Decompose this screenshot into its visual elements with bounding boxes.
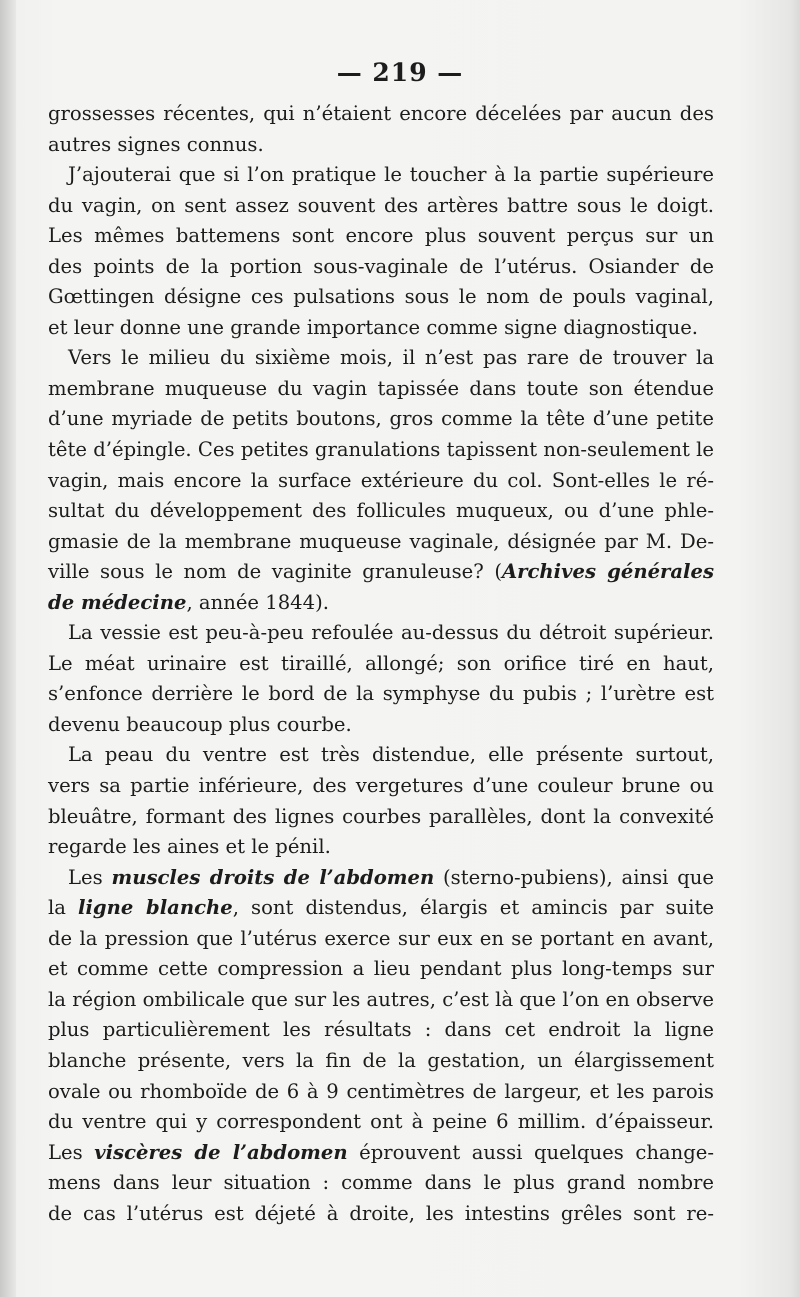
text-run: mens dans leur situation : comme dans le plus grand nombre (48, 1171, 714, 1195)
text-line (48, 252, 714, 283)
text-line (48, 374, 714, 405)
text-run: autres signes connus. (48, 132, 264, 156)
text-run: s’enfonce derrière le bord de la symphyse du pubis ; l’urètre est (48, 682, 714, 706)
text-line (48, 740, 714, 771)
text-line (48, 282, 714, 313)
text-line (48, 710, 714, 741)
text-run: et comme cette compression a lieu pendant plus long-temps sur (48, 957, 714, 981)
text-line (48, 1077, 714, 1108)
text-line (48, 1168, 714, 1199)
text-line (48, 130, 714, 161)
text-run: vers sa partie inférieure, des vergetures d’une couleur brune ou (48, 774, 714, 798)
text-line (48, 1046, 714, 1077)
text-run: Gœttingen désigne ces pulsations sous le nom de pouls vaginal, (48, 285, 714, 309)
text-run: de la pression que l’utérus exerce sur eux en se portant en avant, (48, 926, 714, 950)
text-line (48, 435, 714, 466)
text-line (48, 954, 714, 985)
text-run: , sont distendus, élargis et amincis par suite (232, 896, 714, 920)
italic-text-run: de médecine (48, 590, 187, 614)
text-line (48, 924, 714, 955)
italic-text-run: ligne blanche (78, 896, 233, 920)
text-run: blanche présente, vers la fin de la gestation, un élargissement (48, 1048, 714, 1072)
text-run: d’une myriade de petits boutons, gros comme la tête d’une petite (48, 407, 714, 431)
text-line (48, 466, 714, 497)
text-run: La peau du ventre est très distendue, elle présente surtout, (68, 743, 714, 767)
text-run: éprouvent aussi quelques change- (347, 1140, 714, 1164)
text-run: devenu beaucoup plus courbe. (48, 712, 352, 736)
text-line (48, 343, 714, 374)
text-run: membrane muqueuse du vagin tapissée dans toute son étendue (48, 376, 714, 400)
text-run: grossesses récentes, qui n’étaient encore décelées par aucun des (48, 102, 714, 125)
text-line (48, 313, 714, 344)
body-text (48, 99, 714, 1229)
text-run: Le méat urinaire est tiraillé, allongé; son orifice tiré en haut, (48, 651, 714, 675)
text-line (48, 893, 714, 924)
text-run: La vessie est peu-à-peu refoulée au-dessus du détroit supérieur. (68, 621, 714, 645)
text-line (48, 771, 714, 802)
text-line (48, 221, 714, 252)
text-run: tête d’épingle. Ces petites granulations tapissent non-seulement le (48, 438, 714, 462)
text-run: sultat du développement des follicules muqueux, ou d’une phle- (48, 499, 714, 523)
text-line (48, 1107, 714, 1138)
text-line (48, 557, 714, 588)
text-run: ville sous le nom de vaginite granuleuse? ( (48, 560, 502, 584)
italic-text-run: viscères de l’abdomen (94, 1140, 348, 1164)
text-run: J’ajouterai que si l’on pratique le toucher à la partie supérieure (68, 163, 714, 187)
text-run: du vagin, on sent assez souvent des artères battre sous le doigt. (48, 193, 714, 217)
text-line (48, 802, 714, 833)
text-run: Les (68, 865, 112, 889)
text-run: la (48, 896, 79, 920)
text-run: plus particulièrement les résultats : dans cet endroit la ligne (48, 1018, 714, 1042)
text-run: du ventre qui y correspondent ont à peine 6 millim. d’épaisseur. (48, 1110, 714, 1134)
text-line (48, 496, 714, 527)
text-line (48, 191, 714, 222)
text-run: bleuâtre, formant des lignes courbes parallèles, dont la convexité (48, 804, 714, 828)
text-line (48, 679, 714, 710)
text-run: gmasie de la membrane muqueuse vaginale, désignée par M. De- (48, 529, 714, 553)
text-run: de cas l’utérus est déjeté à droite, les intestins grêles sont re- (48, 1201, 714, 1225)
text-line (48, 160, 714, 191)
text-line (48, 1138, 714, 1169)
text-line (48, 527, 714, 558)
text-line (48, 1199, 714, 1230)
page-edge-shadow (0, 0, 16, 1297)
italic-text-run: muscles droits de l’abdomen (111, 865, 435, 889)
text-line (48, 404, 714, 435)
text-run: ovale ou rhomboïde de 6 à 9 centimètres de largeur, et les parois (48, 1079, 714, 1103)
text-run: , année 1844). (186, 590, 329, 614)
text-run: (sterno-pubiens), ainsi que (434, 865, 714, 889)
text-run: vagin, mais encore la surface extérieure du col. Sont-elles le ré- (48, 468, 714, 492)
text-line (48, 832, 714, 863)
text-line (48, 863, 714, 894)
text-run: Les mêmes battemens sont encore plus souvent perçus sur un (48, 224, 714, 248)
text-line (48, 99, 714, 130)
text-run: des points de la portion sous-vaginale de l’utérus. Osiander de (48, 254, 714, 278)
text-run: regarde les aines et le pénil. (48, 835, 331, 859)
text-run: et leur donne une grande importance comme signe diagnostique. (48, 315, 699, 339)
text-run: Les (48, 1140, 95, 1164)
text-line (48, 985, 714, 1016)
text-line (48, 618, 714, 649)
text-run: Vers le milieu du sixième mois, il n’est pas rare de trouver la (68, 346, 714, 370)
page-number: — 219 — (336, 58, 464, 87)
text-line (48, 1015, 714, 1046)
text-line (48, 649, 714, 680)
italic-text-run: Archives générales (501, 560, 714, 584)
text-line (48, 588, 714, 619)
text-run: la région ombilicale que sur les autres, c’est là que l’on en observe (48, 987, 714, 1011)
